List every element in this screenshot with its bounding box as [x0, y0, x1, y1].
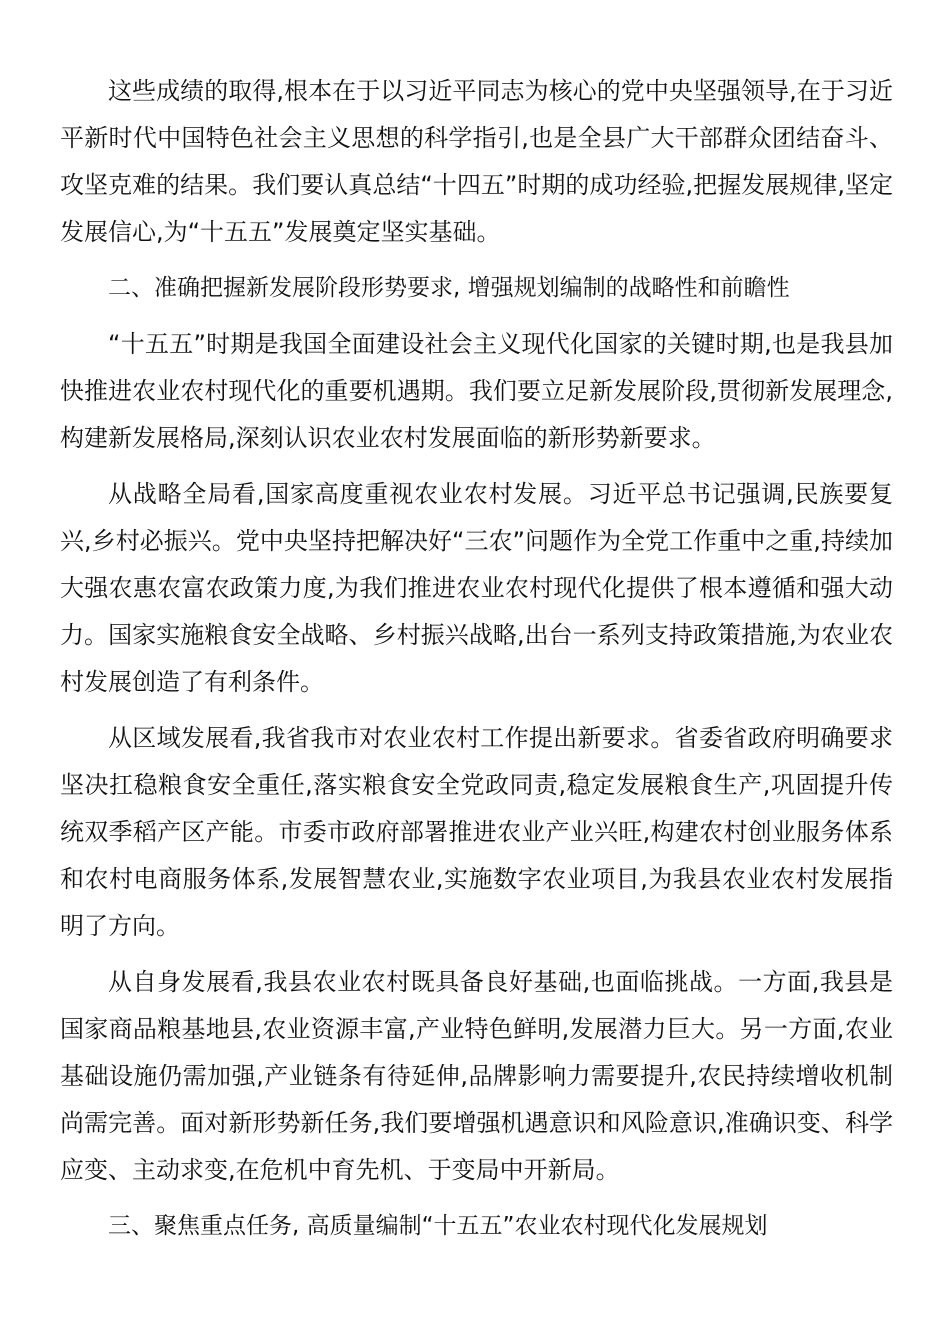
document-page — [60, 68, 893, 1259]
paragraph-15th-plan-period: “十五五”时期是我国全面建设社会主义现代化国家的关键时期,也是我县加快推进农业农村现代化的重要机遇期。我们要立足新发展阶段,贯彻新发展理念,构建新发展格局,深刻认识农业农村发展面临的新形势新要求。 — [60, 330, 893, 452]
paragraph-achievements: 这些成绩的取得,根本在于以习近平同志为核心的党中央坚强领导,在于习近平新时代中国特色社会主义思想的科学指引,也是全县广大干部群众团结奋斗、攻坚克难的结果。我们要认真总结“十四五”时期的成功经验,把握发展规律,坚定发展信心,为“十五五”发展奠定坚实基础。 — [60, 77, 893, 246]
section-heading-2: 二、准确把握新发展阶段形势要求, 增强规划编制的战略性和前瞻性 — [108, 275, 790, 301]
paragraph-strategic-view: 从战略全局看,国家高度重视农业农村发展。习近平总书记强调,民族要复兴,乡村必振兴。党中央坚持把解决好“三农”问题作为全党工作重中之重,持续加大强农惠农富农政策力度,为我们推进农业农村现代化提供了根本遵循和强大动力。国家实施粮食安全战略、乡村振兴战略,出台一系列支持政策措施,为农业农村发展创造了有利条件。 — [60, 480, 893, 696]
paragraph-regional-view: 从区域发展看,我省我市对农业农村工作提出新要求。省委省政府明确要求坚决扛稳粮食安全重任,落实粮食安全党政同责,稳定发展粮食生产,巩固提升传统双季稻产区产能。市委市政府部署推进农业产业兴旺,构建农村创业服务体系和农村电商服务体系,发展智慧农业,实施数字农业项目,为我县农业农村发展指明了方向。 — [60, 724, 893, 940]
section-heading-3: 三、聚焦重点任务, 高质量编制“十五五”农业农村现代化发展规划 — [108, 1213, 768, 1239]
paragraph-self-development: 从自身发展看,我县农业农村既具备良好基础,也面临挑战。一方面,我县是国家商品粮基地县,农业资源丰富,产业特色鲜明,发展潜力巨大。另一方面,农业基础设施仍需加强,产业链条有待延伸,品牌影响力需要提升,农民持续增收机制尚需完善。面对新形势新任务,我们要增强机遇意识和风险意识,准确识变、科学应变、主动求变,在危机中育先机、于变局中开新局。 — [60, 968, 893, 1184]
